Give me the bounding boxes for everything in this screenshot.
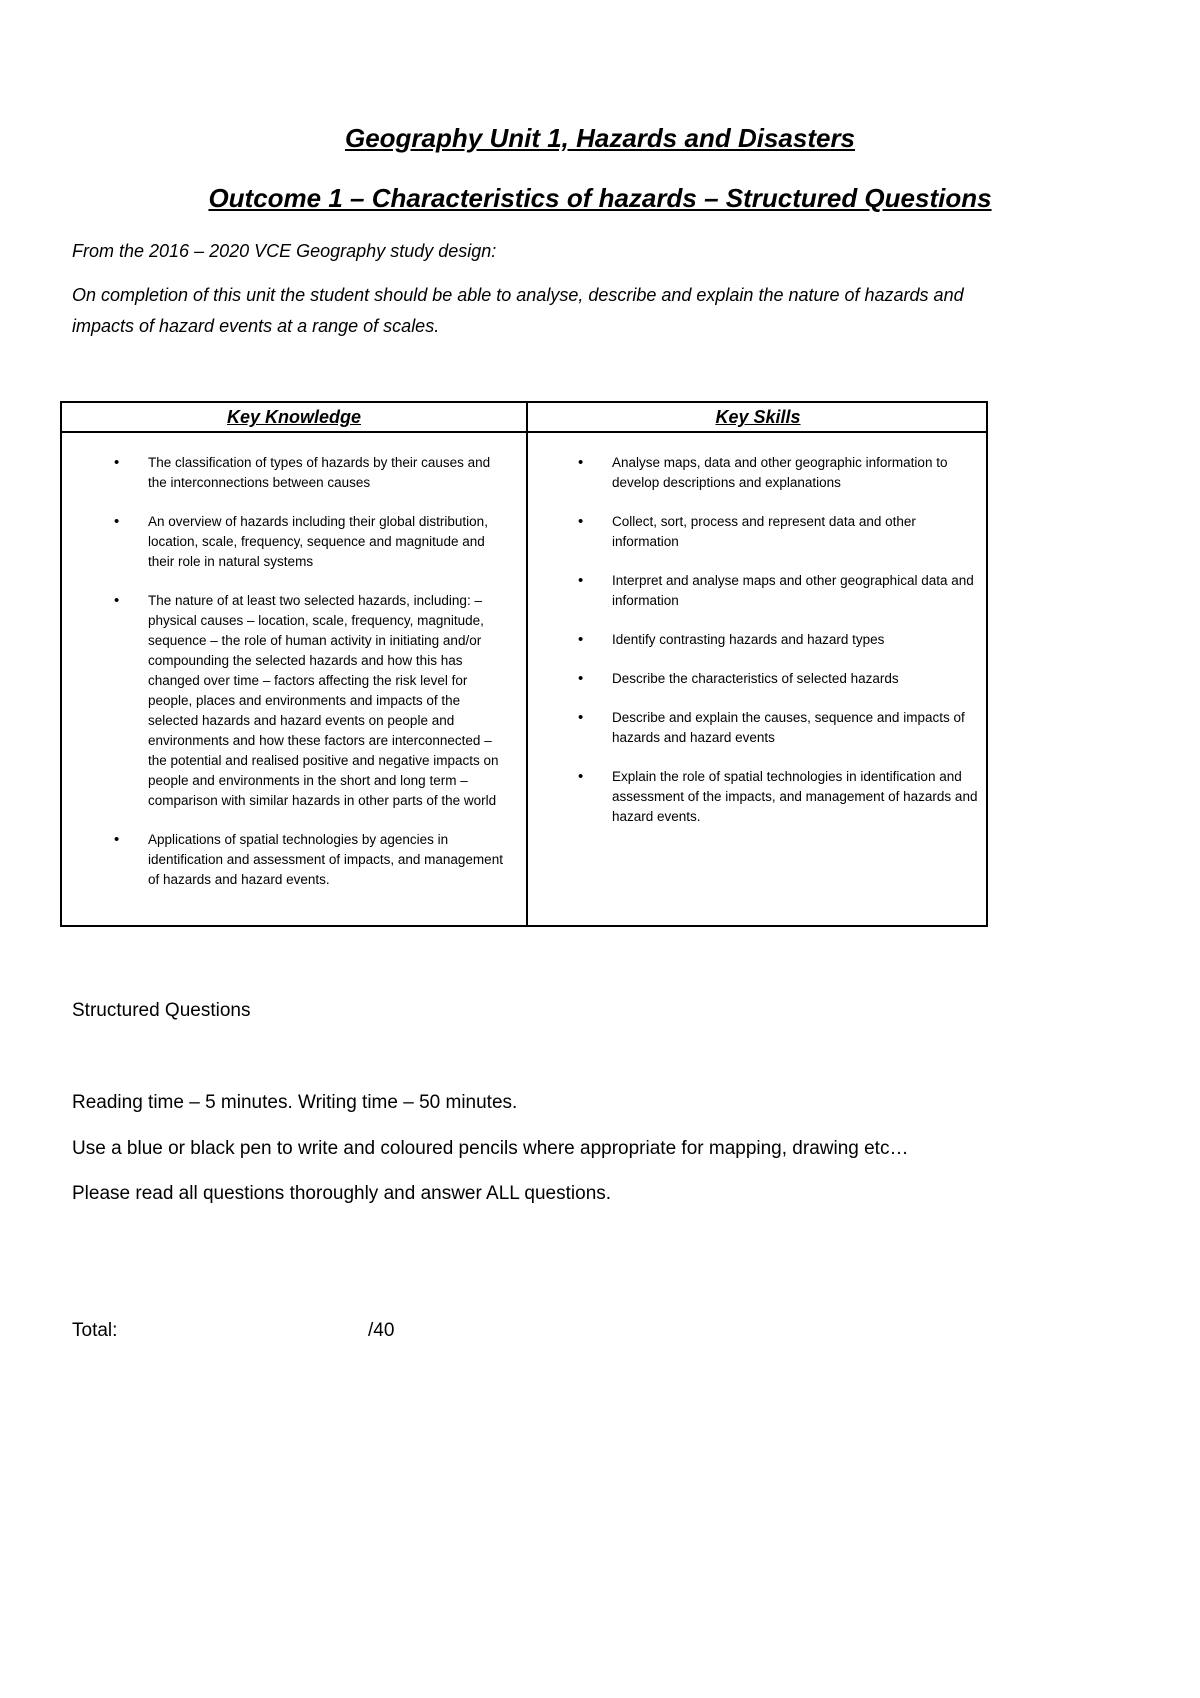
key-knowledge-item: • The classification of types of hazards by their causes and the interconnections between causes <box>148 453 508 493</box>
key-knowledge-item: • An overview of hazards including their global distribution, location, scale, frequency, sequence and magnitude and their role in natural systems <box>148 512 508 572</box>
total-label: Total: <box>72 1320 118 1341</box>
directive-instructions: Please read all questions thoroughly and answer ALL questions. <box>72 1183 612 1204</box>
timing-instructions: Reading time – 5 minutes. Writing time – 50 minutes. <box>72 1092 518 1113</box>
key-skills-list <box>612 453 982 846</box>
key-skills-item: • Interpret and analyse maps and other geographical data and information <box>612 571 982 611</box>
key-skills-item: • Describe and explain the causes, sequence and impacts of hazards and hazard events <box>612 708 982 748</box>
outcome-statement <box>72 280 1112 342</box>
key-knowledge-item: • The nature of at least two selected hazards, including: – physical causes – location, scale, frequency, magnitude, sequence – the role of human activity in initiating and/or compounding the selected hazards and how this has changed over time – factors affecting the risk level for people, places and environments and impacts of the selected hazards and hazard events on people and environments and how these factors are interconnected – the potential and realised positive and negative impacts on people and environments in the short and long term – comparison with similar hazards in other parts of the world <box>148 591 508 811</box>
column-divider <box>526 403 528 925</box>
key-knowledge-header: Key Knowledge <box>226 407 362 427</box>
key-skills-item: • Explain the role of spatial technologies in identification and assessment of the impacts, and management of hazards and hazard events. <box>612 767 982 827</box>
key-skills-item: • Describe the characteristics of selected hazards <box>612 669 982 689</box>
key-knowledge-list <box>148 453 508 909</box>
materials-instructions: Use a blue or black pen to write and coloured pencils where appropriate for mapping, drawing etc… <box>72 1138 909 1159</box>
key-skills-item: • Collect, sort, process and represent data and other information <box>612 512 982 552</box>
document-subtitle: Outcome 1 – Characteristics of hazards – Structured Questions <box>208 183 992 213</box>
header-divider <box>62 431 986 433</box>
key-skills-item: • Analyse maps, data and other geographic information to develop descriptions and explanations <box>612 453 982 493</box>
key-knowledge-item: • Applications of spatial technologies by agencies in identification and assessment of impacts, and management of hazards and hazard events. <box>148 830 508 890</box>
knowledge-skills-table <box>60 401 988 927</box>
key-skills-header: Key Skills <box>715 407 801 427</box>
document-title: Geography Unit 1, Hazards and Disasters <box>344 123 856 153</box>
outcome-statement-line-1: On completion of this unit the student should be able to analyse, describe and explain the nature of hazards and <box>72 285 964 305</box>
source-line: From the 2016 – 2020 VCE Geography study design: <box>72 241 497 261</box>
section-label: Structured Questions <box>72 1000 251 1021</box>
outcome-statement-line-2: impacts of hazard events at a range of scales. <box>72 316 440 336</box>
total-score: /40 <box>368 1320 395 1341</box>
key-skills-item: • Identify contrasting hazards and hazard types <box>612 630 982 650</box>
